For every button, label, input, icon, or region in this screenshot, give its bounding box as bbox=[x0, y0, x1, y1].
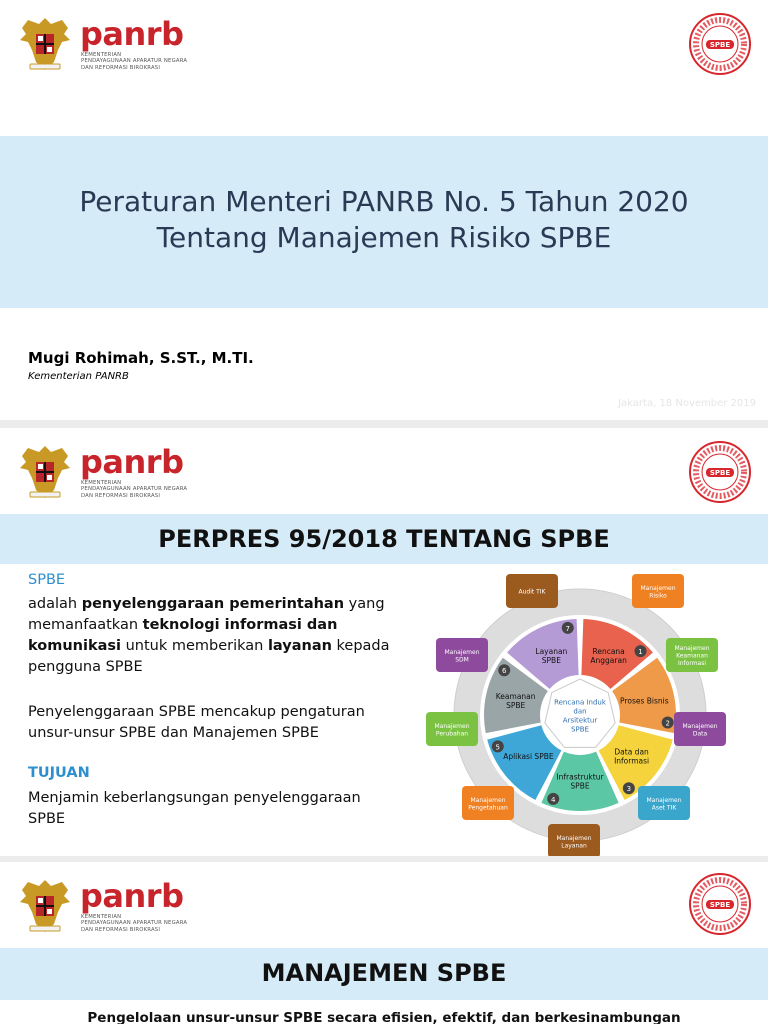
management-box-label: Audit TIK bbox=[518, 588, 546, 596]
brand-name: panrb bbox=[80, 877, 184, 915]
segment-number: 7 bbox=[565, 624, 570, 633]
segment-label: Informasi bbox=[614, 756, 650, 766]
garuda-emblem-icon bbox=[18, 442, 72, 500]
garuda-emblem-icon bbox=[18, 14, 72, 72]
management-box-label: Manajemen bbox=[674, 645, 710, 652]
management-box-label: Perubahan bbox=[435, 730, 469, 738]
svg-text:SPBE: SPBE bbox=[709, 901, 731, 909]
panrb-logo bbox=[18, 14, 358, 76]
tujuan-text: Menjamin keberlangsungan penyelenggaraan SPBE bbox=[28, 790, 361, 827]
segment-label: SPBE bbox=[570, 781, 590, 791]
panrb-logo bbox=[18, 442, 358, 504]
panrb-logo bbox=[18, 876, 358, 938]
management-box-label: Manajemen bbox=[682, 722, 718, 730]
segment-number: 4 bbox=[550, 795, 556, 804]
management-box-label: Manajemen bbox=[434, 722, 470, 730]
slide-manajemen bbox=[0, 862, 768, 1024]
segment-label: Infrastruktur bbox=[556, 772, 604, 782]
management-box-label: Pengetahuan bbox=[468, 804, 508, 812]
management-box-label: Data bbox=[692, 730, 708, 738]
segment-label: Aplikasi SPBE bbox=[503, 752, 554, 762]
spbe-element-diagram bbox=[414, 568, 746, 858]
author-name: Mugi Rohimah, S.ST., M.TI. bbox=[28, 349, 254, 367]
segment-number: 6 bbox=[501, 667, 507, 676]
segment-label: Rencana bbox=[592, 647, 625, 657]
segment-label: Anggaran bbox=[590, 656, 627, 666]
term-tujuan: TUJUAN bbox=[28, 765, 90, 781]
segment-label: Keamanan bbox=[495, 691, 536, 701]
segment-number: 2 bbox=[665, 719, 670, 728]
segment-number: 3 bbox=[626, 785, 632, 794]
center-label: dan bbox=[573, 707, 587, 716]
management-box-label: Aset TIK bbox=[651, 804, 677, 812]
segment-label: Proses Bisnis bbox=[620, 696, 669, 706]
segment-number: 5 bbox=[495, 743, 501, 752]
term-spbe: SPBE bbox=[28, 572, 66, 588]
segment-label: Layanan bbox=[535, 647, 568, 657]
management-box-label: Manajemen bbox=[646, 796, 682, 804]
spbe-scope-text: Penyelenggaraan SPBE mencakup pengaturan unsur-unsur SPBE dan Manajemen SPBE bbox=[28, 704, 365, 741]
segment-label: Data dan bbox=[614, 747, 649, 757]
spbe-seal-icon bbox=[688, 440, 752, 504]
segment-label: SPBE bbox=[506, 700, 526, 710]
spbe-seal-icon bbox=[688, 12, 752, 76]
center-label: Arsitektur bbox=[562, 716, 598, 725]
management-box-label: Manajemen bbox=[640, 584, 676, 592]
segment-label: SPBE bbox=[541, 656, 561, 666]
ministry-name: KEMENTERIAN PENDAYAGUNAAN APARATUR NEGARA DAN REFORMASI BIROKRASI bbox=[81, 914, 188, 933]
slide-subtitle: Pengelolaan unsur-unsur SPBE secara efisien, efektif, dan berkesinambungan bbox=[87, 1010, 681, 1024]
management-box-label: SDM bbox=[455, 656, 469, 664]
slide-perpres bbox=[0, 428, 768, 856]
center-label: Rencana Induk bbox=[554, 698, 606, 707]
brand-name: panrb bbox=[80, 15, 184, 53]
presentation-date: Jakarta, 18 November 2019 bbox=[618, 398, 756, 409]
slide-heading: PERPRES 95/2018 TENTANG SPBE bbox=[158, 525, 610, 553]
svg-text:SPBE: SPBE bbox=[709, 469, 731, 477]
presentation-title: Peraturan Menteri PANRB No. 5 Tahun 2020 Tentang Manajemen Risiko SPBE bbox=[79, 185, 689, 254]
svg-text:SPBE: SPBE bbox=[709, 41, 731, 49]
ministry-name: KEMENTERIAN PENDAYAGUNAAN APARATUR NEGARA DAN REFORMASI BIROKRASI bbox=[81, 480, 188, 499]
brand-name: panrb bbox=[80, 443, 184, 481]
ministry-name: KEMENTERIAN PENDAYAGUNAAN APARATUR NEGARA DAN REFORMASI BIROKRASI bbox=[81, 52, 188, 71]
management-box-label: Risiko bbox=[649, 592, 667, 600]
management-box-label: Keamanan bbox=[676, 652, 708, 660]
management-box-label: Informasi bbox=[677, 660, 707, 667]
management-box-label: Manajemen bbox=[470, 796, 506, 804]
spbe-definition: adalah penyelenggaraan pemerintahan yang memanfaatkan teknologi informasi dan komunikasi untuk memberikan layanan kepada pengguna SPBE bbox=[28, 596, 390, 675]
garuda-emblem-icon bbox=[18, 876, 72, 934]
slide-title bbox=[0, 0, 768, 420]
management-box-label: Manajemen bbox=[556, 834, 592, 842]
spbe-seal-icon bbox=[688, 872, 752, 936]
management-box-label: Manajemen bbox=[444, 648, 480, 656]
slide-separator bbox=[0, 420, 768, 428]
management-box-label: Layanan bbox=[561, 842, 587, 850]
author-affiliation: Kementerian PANRB bbox=[28, 371, 129, 382]
segment-number: 1 bbox=[638, 648, 643, 657]
slide-heading: MANAJEMEN SPBE bbox=[261, 959, 507, 987]
center-label: SPBE bbox=[571, 725, 589, 734]
